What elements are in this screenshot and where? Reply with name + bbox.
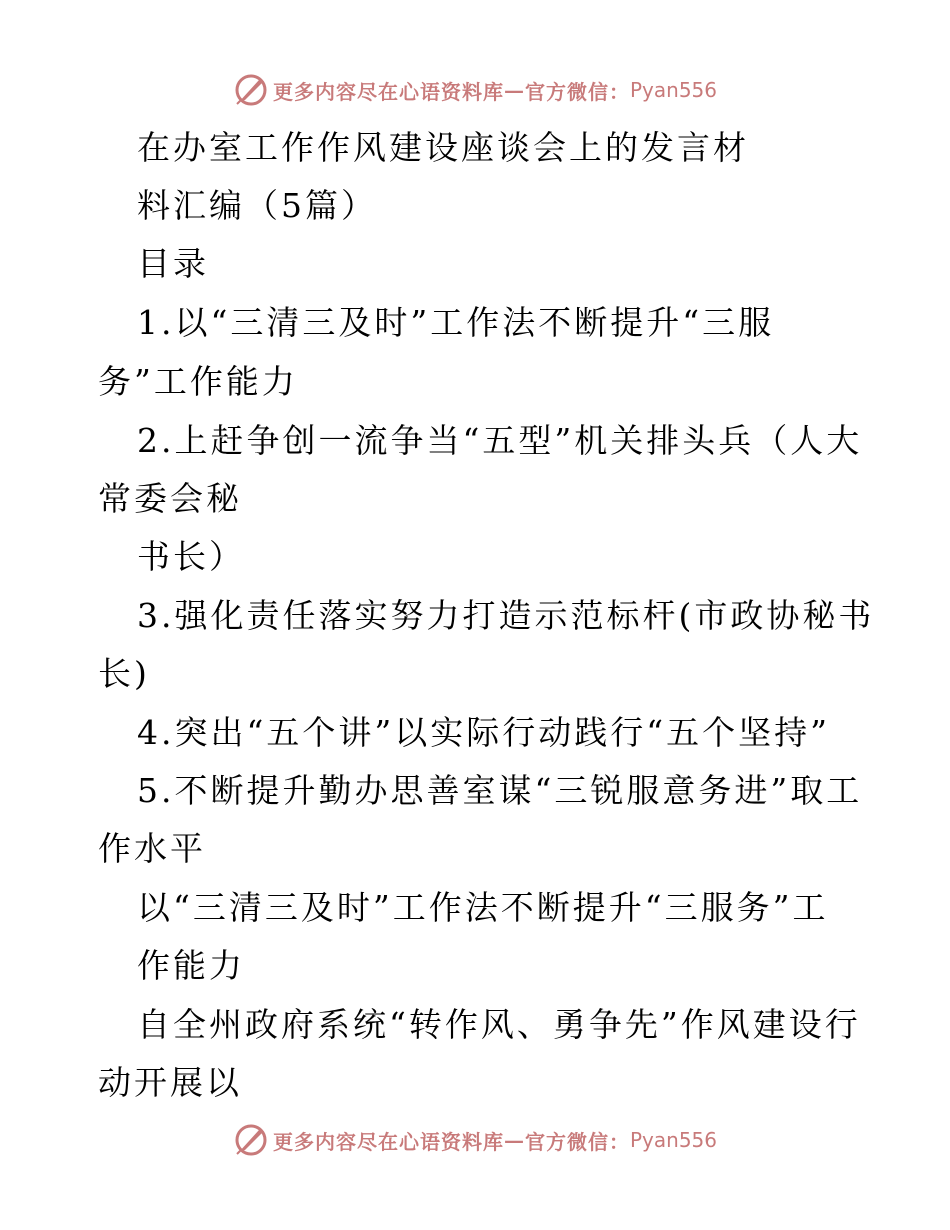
watermark-separator: — xyxy=(503,78,525,102)
toc-item-1-line-1: 1.以“三清三及时”工作法不断提升“三服 xyxy=(137,303,775,342)
header-watermark xyxy=(0,70,950,110)
section-title-line-1: 以“三清三及时”工作法不断提升“三服务”工 xyxy=(137,888,829,927)
toc-item-4-line-1: 4.突出“五个讲”以实际行动践行“五个坚持” xyxy=(137,713,830,752)
quill-logo-icon xyxy=(233,1122,269,1158)
watermark-wechat-id: Pyan556 xyxy=(629,78,717,102)
watermark-separator: — xyxy=(503,1128,525,1152)
toc-item-2-line-3: 书长） xyxy=(137,537,245,576)
toc-item-2-line-1: 2.上赶争创一流争当“五型”机关排头兵（人大 xyxy=(137,421,863,460)
watermark-brand: 更多内容尽在心语资料库 xyxy=(272,79,504,104)
toc-item-5-line-1: 5.不断提升勤办思善室谋“三锐服意务进”取工 xyxy=(137,771,863,810)
section-title-line-2: 作能力 xyxy=(137,946,245,985)
toc-item-3-line-2: 长) xyxy=(98,654,150,693)
toc-item-5-line-2: 作水平 xyxy=(98,829,206,868)
watermark-wechat-id: Pyan556 xyxy=(629,1128,717,1152)
toc-heading: 目录 xyxy=(137,244,209,283)
watermark-wechat-label: 官方微信： xyxy=(524,1129,630,1154)
footer-watermark xyxy=(0,1120,950,1160)
quill-logo-icon xyxy=(233,72,269,108)
toc-item-3-line-1: 3.强化责任落实努力打造示范标杆(市政协秘书 xyxy=(137,596,875,635)
toc-item-1-line-2: 务”工作能力 xyxy=(98,362,298,401)
doc-title-line-2: 料汇编（5篇） xyxy=(137,186,377,225)
body-paragraph-line-2: 动开展以 xyxy=(98,1063,242,1102)
doc-title-line-1: 在办室工作作风建设座谈会上的发言材 xyxy=(137,128,749,167)
body-paragraph-line-1: 自全州政府系统“转作风、勇争先”作风建设行 xyxy=(137,1005,861,1044)
watermark-brand: 更多内容尽在心语资料库 xyxy=(272,1129,504,1154)
toc-item-2-line-2: 常委会秘 xyxy=(98,479,242,518)
watermark-wechat-label: 官方微信： xyxy=(524,79,630,104)
